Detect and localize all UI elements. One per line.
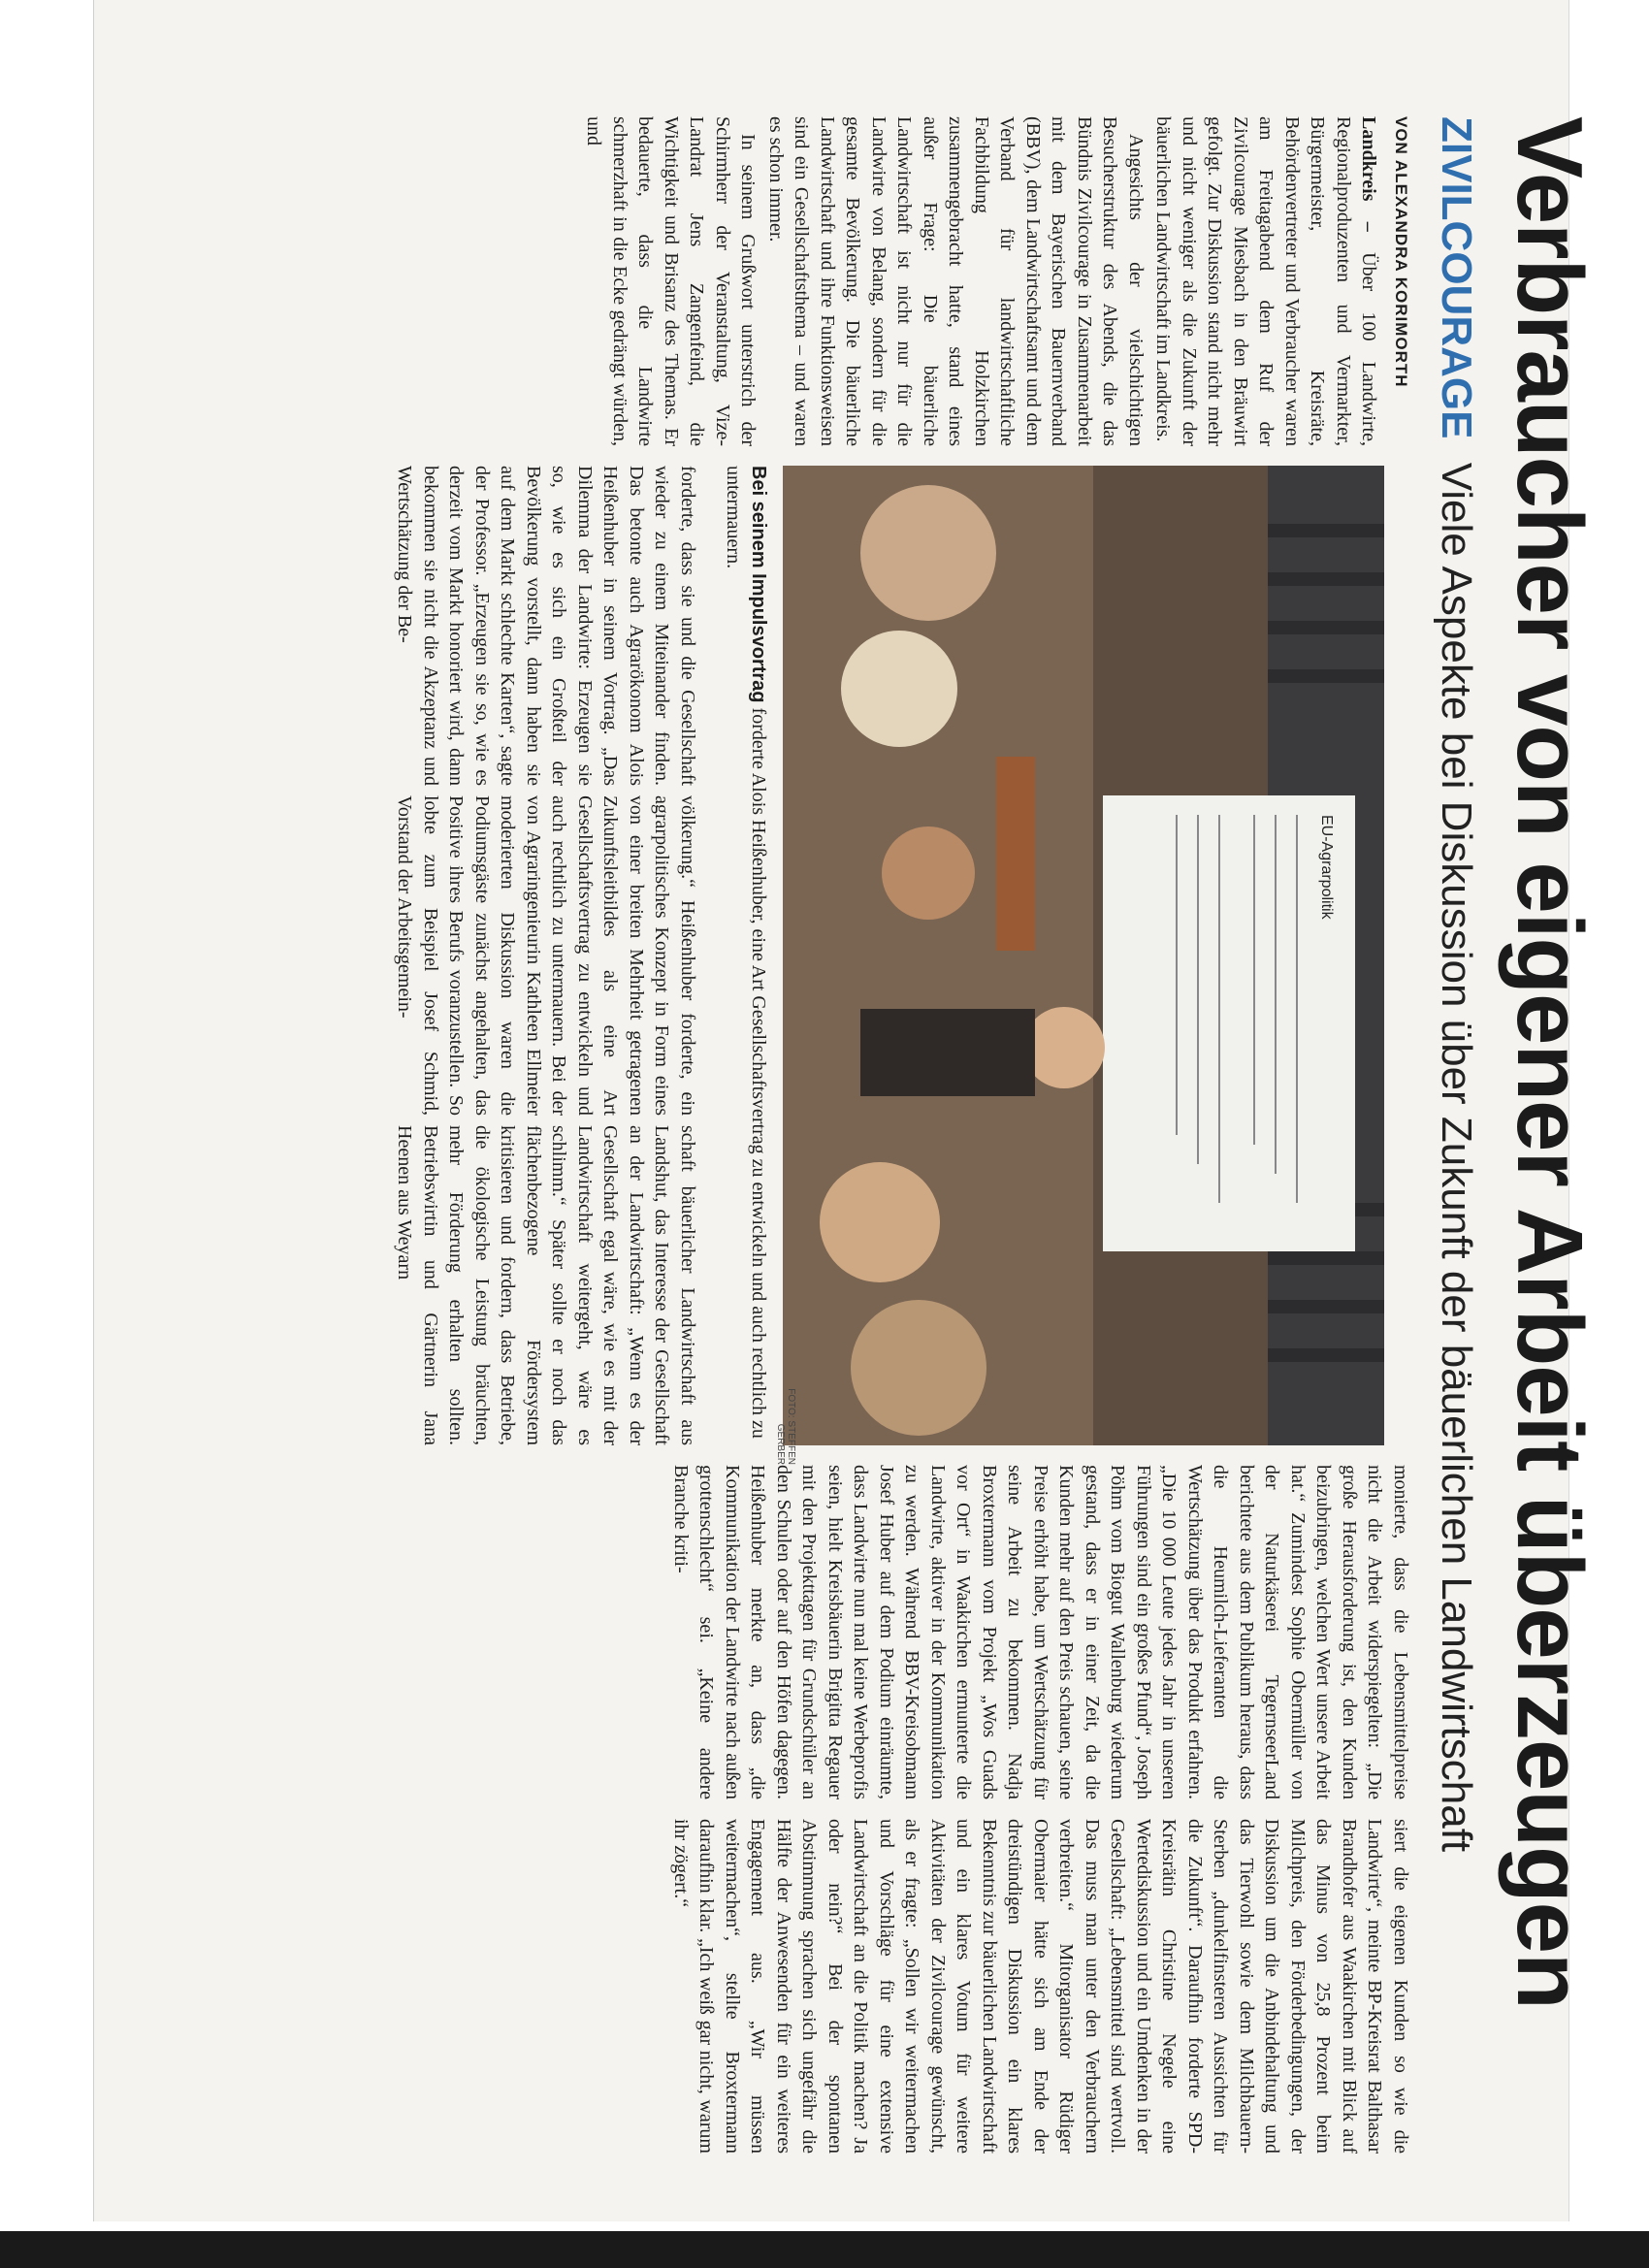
paragraph: siert die eigenen Kunden so wie die Landwirte“, meinte BP-Kreisrat Balthasar Brandhofer aus Waakirchen mit Blick auf das Minus von 25,8 Prozent beim Milchpreis, den Förderbedingungen, der Diskussion um die Anbindehaltung und das Tierwohl sowie dem Milchbauern-Sterben „dunkelfinsteren Aussichten für die Zukunft“. Daraufhin forderte SPD-Kreisrätin Christine Negele eine Wertediskussion und ein Umdenken in der Gesellschaft: „Lebensmittel sind wertvoll. Das muss man unter den Verbrauchern verbreiten.“ Mitorganisator Rüdiger Obermaier hätte sich am Ende der dreistündigen Diskussion ein klares Bekenntnis zur bäuerlichen Landwirtschaft und ein klares Votum für weitere Aktivitäten der Zivilcourage gewünscht, als er fragte: „Sollen wir weitermachen und Vorschläge für eine extensive Landwirtschaft an die Politik machen? Ja oder nein?“ Bei der spontanen Abstimmung sprachen sich ungefähr die Hälfte der Anwesenden für ein weiteres Engagement aus. „Wir müssen weitermachen“, stellte Broxtermann daraufhin klar. „Ich weiß gar nicht, warum ihr zögert.“ xyxy=(670,1819,1411,2154)
paragraph: völkerung.“ Heißenhuber forderte, ein agrarpolitisches Konzept in Form eines von einer breiten Mehrheit getragenen Zukunftsleitbildes als eine Art Gesellschaftsvertrag zu entwickeln und auch rechtlich zu untermauern. Bei der von Agraringenieurin Kathleen Ellmeier moderierten Diskussion waren die Podiumsgäste zunächst angehalten, das Positive ihres Berufs voranzustellen. So lobte zum Beispiel Josef Schmid, Vorstand der Arbeitsgemein- xyxy=(394,795,698,1116)
scanner-edge xyxy=(0,2231,1649,2268)
subheadline: Viele Aspekte bei Diskussion über Zukunft der bäuerlichen Landwirtschaft xyxy=(1433,462,1480,1853)
article-column-6 xyxy=(181,1819,1413,2154)
article-photo xyxy=(783,466,1384,1445)
photo-caption xyxy=(713,466,771,1445)
subheadline-row xyxy=(1425,116,1487,2212)
slide-title: EU-Agrarpolitik xyxy=(1318,815,1335,920)
article-column-1 xyxy=(181,116,1413,446)
paragraph: In seinem Grußwort unterstrich der Schirmherr der Veranstaltung, Vize-Landrat Jens Zangenfeind, die Wichtigkeit und Brisanz des Themas. Er bedauerte, dass die Landwirte schmerzhaft in die Ecke gedrängt würden, und xyxy=(583,116,760,446)
byline: VON ALEXANDRA KORIMORTH xyxy=(1392,116,1410,388)
photo-illustration xyxy=(783,466,1384,1445)
caption-text: forderte Alois Heißenhuber, eine Art Gesellschaftsvertrag zu entwickeln und auch rechtlich zu untermauern. xyxy=(723,466,769,1439)
caption-lead: Bei seinem Impulsvortrag xyxy=(748,466,769,703)
paragraph: forderte, dass sie und die Gesellschaft wieder zu einem Miteinander finden. Das betonte auch Agrarökonom Alois Heißenhuber in seinem Vortrag. „Das Dilemma der Landwirte: Erzeugen sie so, wie es sich ein Großteil der Bevölkerung vorstellt, dann haben sie auf dem Markt schlechte Karten“, sagte der Professor. „Erzeugen sie so, wie es derzeit vom Markt honoriert wird, dann bekommen sie nicht die Akzeptanz und Wertschätzung der Be- xyxy=(394,466,698,786)
paragraph xyxy=(1150,116,1382,446)
headline: Verbraucher von eigener Arbeit überzeugen xyxy=(1498,116,1601,2009)
paragraph: monierte, dass die Lebensmittelpreise nicht die Arbeit widerspiegelten: „Die große Herausforderung ist, den Kunden beizubringen, welchen Wert unsere Arbeit hat.“ Zumindest Sophie Obermüller von der Naturkäserei TegernseerLand berichtete aus dem Publikum heraus, dass die Heumilch-Lieferanten die Wertschätzung über das Produkt erfahren. „Die 10 000 Leute jedes Jahr in unseren Führungen sind ein großes Pfund“, Joseph Pöhm vom Biogut Wallenburg wiederum gestand, dass er in einer Zeit, da die Kunden mehr auf den Preis schauen, seine Preise erhöht habe, um Wertschätzung für seine Arbeit zu bekommen. Nadja Broxtermann vom Projekt „Wos Guads vor Ort“ in Waakirchen ermunterte die Landwirte, aktiver in der Kommunikation zu werden. Während BBV-Kreisobmann Josef Huber auf dem Podium einräumte, dass Landwirte nun mal keine Werbeprofis seien, hielt Kreisbäuerin Brigitta Regauer mit den Projekttagen für Grundschüler an den Schulen oder auf den Höfen dagegen. Heißenhuber merkte an, dass „die Kommunikation der Landwirte nach außen grottenschlecht“ sei. „Keine andere Branche kriti- xyxy=(670,1465,1411,1799)
article-column-4 xyxy=(181,1125,700,1445)
lead-dateline: Landkreis – xyxy=(1358,116,1380,232)
paragraph-text: Über 100 Landwirte, Regionalproduzenten und Vermarkter, Bürgermeister, Kreisräte, Behördenvertreter und Verbraucher waren am Freitagabend dem Ruf der Zivilcourage Miesbach in den Bräuwirt gefolgt. Zur Diskussion stand nicht mehr und nicht weniger als die Zukunft der bäuerlichen Landwirtschaft im Landkreis. xyxy=(1152,116,1380,446)
paragraph: schaft bäuerlicher Landwirtschaft aus Landshut, das Interesse der Gesellschaft an der Landwirtschaft: „Wenn es der Gesellschaft egal wäre, wie es mit der Landwirtschaft weitergeht, wäre es schlimm.“ Später sollte er noch das flächenbezogene Fördersystem kritisieren und fordern, dass Betriebe, die ökologische Leistung bräuchten, mehr Förderung erhalten sollten. Betriebswirtin und Gärtnerin Jana Heenen aus Weyarn xyxy=(394,1125,698,1445)
article-column-2 xyxy=(181,466,700,786)
article-column-5 xyxy=(181,1465,1413,1799)
kicker: ZIVILCOURAGE xyxy=(1433,116,1480,439)
article-column-3 xyxy=(181,795,700,1116)
paragraph: Angesichts der vielschichtigen Besucherstruktur des Abends, die das Bündnis Zivilcourage in Zusammenarbeit mit dem Bayerischen Bauernverband (BBV), dem Landwirtschaftsamt und dem Verband für landwirtschaftliche Fachbildung Holzkirchen zusammengebracht hatte, stand eines außer Frage: Die bäuerliche Landwirtschaft ist nicht nur für die Landwirte von Belang, sondern für die gesamte Bevölkerung. Die bäuerliche Landwirtschaft und ihre Funktionsweisen sind ein Gesellschaftsthema – und waren es schon immer. xyxy=(765,116,1147,446)
newspaper-clipping xyxy=(93,0,1601,2221)
photo-credit: FOTO: STEFFEN GERBER xyxy=(775,1388,796,1465)
article-rotated xyxy=(172,116,1607,2212)
